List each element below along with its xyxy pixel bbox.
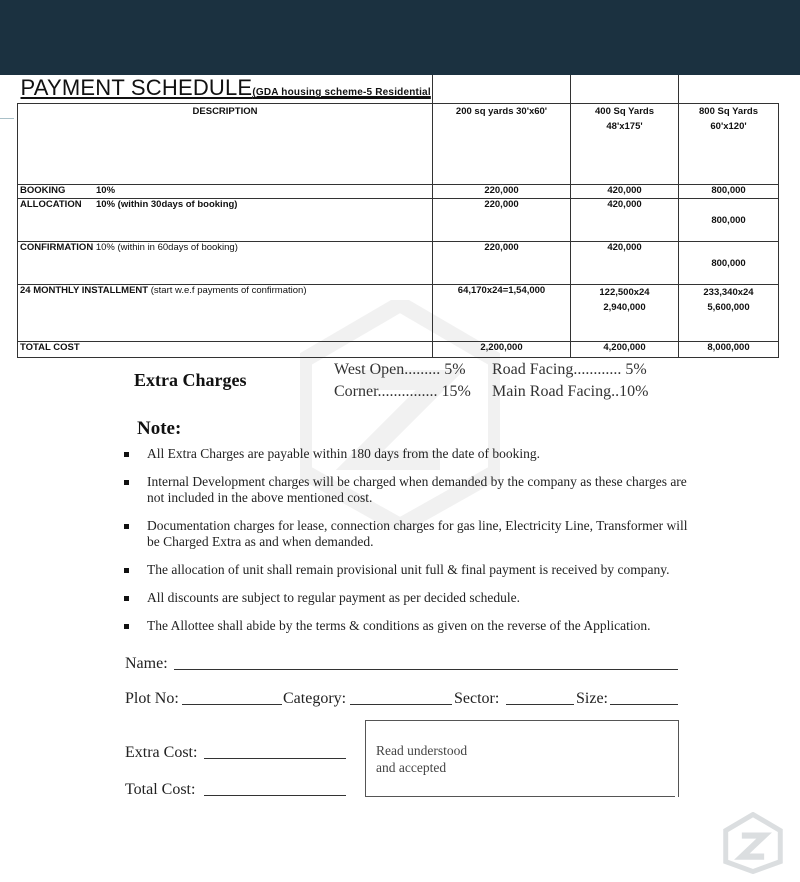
- table-row: [18, 285, 779, 342]
- extra-charges-title: Extra Charges: [134, 370, 247, 390]
- extra-charge-west-open: West Open......... 5%: [334, 361, 466, 378]
- cell-value: 220,000: [433, 242, 571, 285]
- list-item: The allocation of unit shall remain provisional unit full & final payment is received by company.: [124, 562, 694, 578]
- cell-value: 800,000: [679, 199, 779, 242]
- total-row: [18, 342, 779, 358]
- note-title: Note:: [137, 418, 182, 439]
- plot-label: Plot No:: [125, 690, 179, 707]
- bullet-icon: [124, 624, 129, 629]
- name-label: Name:: [125, 655, 168, 672]
- bullet-icon: [124, 480, 129, 485]
- bullet-icon: [124, 524, 129, 529]
- total-value: 4,200,000: [571, 342, 679, 358]
- plot-field[interactable]: [182, 704, 282, 705]
- header-row: [18, 104, 779, 185]
- table-row: [18, 242, 779, 285]
- bullet-icon: [124, 596, 129, 601]
- document-subtitle: (GDA housing scheme-5 Residential: [252, 87, 431, 98]
- list-item: All Extra Charges are payable within 180 days from the date of booking.: [124, 446, 694, 462]
- cell-value: 220,000: [433, 199, 571, 242]
- row-label: CONFIRMATION 10% (within in 60days of booking): [18, 242, 433, 285]
- cell-value: 800,000: [679, 242, 779, 285]
- document-title: PAYMENT SCHEDULE(GDA housing scheme-5 Residential: [18, 75, 433, 104]
- table-row: [18, 199, 779, 242]
- header-bar: [0, 0, 800, 75]
- bullet-icon: [124, 452, 129, 457]
- row-label: ALLOCATION 10% (within 30days of booking): [18, 199, 433, 242]
- divider: [0, 118, 14, 119]
- acceptance-text: Read understood and accepted: [376, 743, 468, 775]
- extra-charge-main-road: Main Road Facing..10%: [492, 383, 649, 400]
- total-cost-label: Total Cost:: [125, 781, 196, 798]
- list-item: Documentation charges for lease, connection charges for gas line, Electricity Line, Transformer will be Charged Extra as and when demanded.: [124, 518, 694, 550]
- cell-value: 122,500x24 2,940,000: [571, 285, 679, 342]
- total-label: TOTAL COST: [18, 342, 433, 358]
- total-cost-field[interactable]: [204, 795, 346, 796]
- column-header-description: DESCRIPTION: [18, 104, 433, 185]
- payment-schedule-table: [17, 75, 779, 358]
- row-label: 24 MONTHLY INSTALLMENT (start w.e.f payments of confirmation): [18, 285, 433, 342]
- extra-charge-road-facing: Road Facing............ 5%: [492, 361, 647, 378]
- sector-label: Sector:: [454, 690, 500, 707]
- list-item: All discounts are subject to regular payment as per decided schedule.: [124, 590, 694, 606]
- cell-value: 420,000: [571, 242, 679, 285]
- extra-cost-label: Extra Cost:: [125, 744, 198, 761]
- column-header-400: 400 Sq Yards 48'x175': [571, 104, 679, 185]
- title-row: [18, 75, 779, 104]
- cell-value: 800,000: [679, 185, 779, 199]
- extra-charge-corner: Corner............... 15%: [334, 383, 471, 400]
- total-value: 2,200,000: [433, 342, 571, 358]
- column-header-800: 800 Sq Yards 60'x120': [679, 104, 779, 185]
- category-field[interactable]: [350, 704, 452, 705]
- list-item: The Allottee shall abide by the terms & conditions as given on the reverse of the Application.: [124, 618, 694, 634]
- notes-list: [124, 446, 694, 646]
- sector-field[interactable]: [506, 704, 574, 705]
- divider: [365, 796, 675, 797]
- column-header-200: 200 sq yards 30'x60': [433, 104, 571, 185]
- list-item: Internal Development charges will be charged when demanded by the company as these charges are not included in the above mentioned cost.: [124, 474, 694, 506]
- name-field[interactable]: [174, 669, 678, 670]
- table-row: [18, 185, 779, 199]
- bullet-icon: [124, 568, 129, 573]
- extra-cost-field[interactable]: [204, 758, 346, 759]
- cell-value: 420,000: [571, 199, 679, 242]
- size-label: Size:: [576, 690, 608, 707]
- cell-value: 220,000: [433, 185, 571, 199]
- total-value: 8,000,000: [679, 342, 779, 358]
- category-label: Category:: [283, 690, 347, 707]
- cell-value: 233,340x24 5,600,000: [679, 285, 779, 342]
- row-label: BOOKING 10%: [18, 185, 433, 199]
- cell-value: 64,170x24=1,54,000: [433, 285, 571, 342]
- watermark-logo-icon: [722, 812, 784, 874]
- size-field[interactable]: [610, 704, 678, 705]
- cell-value: 420,000: [571, 185, 679, 199]
